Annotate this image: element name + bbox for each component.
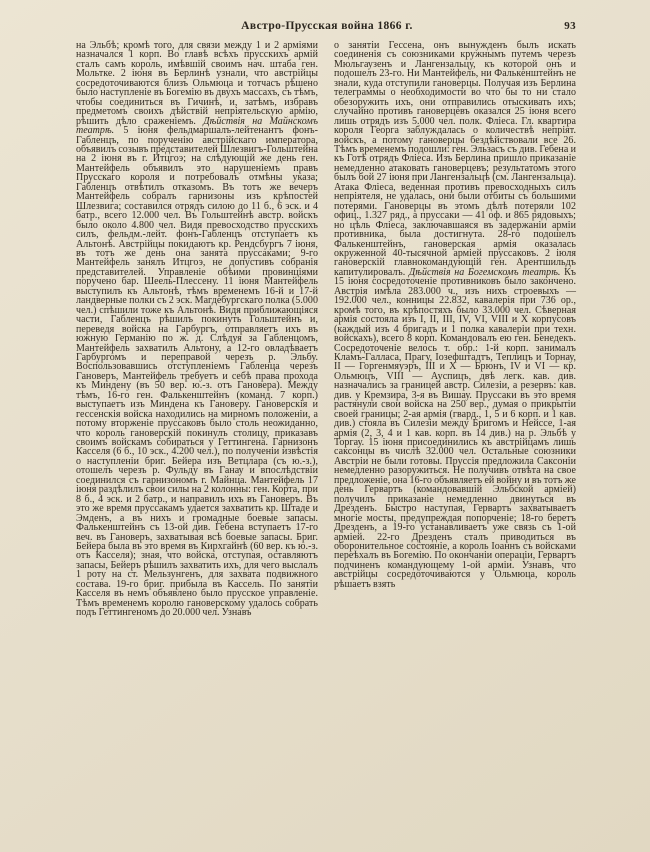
text-columns [76, 41, 578, 618]
section-heading-inline: Дѣйствія на Богемскомъ театрѣ. [408, 266, 561, 278]
body-text: на Эльбѣ; кромѣ того, для связи между 1 и 2 арміями назначался 1 корп. Во главѣ всѣхъ прусскихъ армій сталъ самъ король, имѣвшій своимъ нач. штаба ген. Мольтке. 2 іюня въ Берлинѣ узнали, что австрійцы сосредоточиваются близъ Ольмюца и тотчасъ рѣшено было наступленіе въ Богемію въ двухъ массахъ, съ тѣмъ, чтобы соединиться въ Гичинѣ, и, затѣмъ, избравъ предметомъ своихъ дѣйствій непріятельскую армію, рѣшить дѣло сраженіемъ. [76, 40, 318, 127]
body-text: о занятіи Гессена, онъ вынужденъ былъ искать соединенія съ союзниками кружнымъ путемъ черезъ Мюльгаузенъ и Лангензальцу, къ которой онъ и подошелъ 23-го. Ни Мантейфель, ни Фалькенштейнъ не знали, куда отступили гановерцы. Получая изъ Берлина телеграммы о необходимости во что бы то ни стало обезоружить ихъ, они отправились отыскивать ихъ; случайно противъ гановерцевъ оказался 25 іюня всего лишь отрядъ изъ 5.000 чел. полк. Фліеса. Гл. квартира короля Георга заблуждалась о количествѣ непріят. войскъ, а потому гановерцы бездѣйствовали все 26. Тѣмъ временемъ подошли: ген. Эльзасъ съ див. Гебена и къ Готѣ отрядъ Фліеса. Изъ Берлина пришло приказаніе немедленно атаковать гановерцевъ; результатомъ этого былъ бой 27 іюня при Лангензальцѣ (см. Лангензальца). Атака Фліеса, веденная противъ превосходныхъ силъ непріятеля, не удалась, они были отбиты съ большими потерями. Гановерцы въ этомъ дѣлѣ потеряли 102 офиц., 1.327 ряд., а пруссаки — 41 оф. и 865 рядовыхъ; но цѣль Фліеса, заключавшаяся въ задержаніи арміи противника, была достигнута. 28-го подошелъ Фалькенштейнъ, гановерская армія оказалась окруженной 40-тысячной арміей пруссаковъ. 2 іюля гановерскій главнокомандующій ген. Арентшильдъ капитулировалъ. [334, 40, 576, 278]
page-number: 93 [564, 20, 576, 32]
text-column-right [334, 41, 576, 618]
page-title: Австро-Прусская война 1866 г. [241, 20, 413, 32]
text-column-left [76, 41, 318, 618]
body-text: 5 іюня фельдмаршалъ-лейтенантъ фонъ-Габленцъ, по порученію австрійскаго императора, объявилъ созывъ представителей Шлезвигъ-Гольштейна на 2 іюня въ г. Итцгоэ; на слѣдующій же день ген. Мантейфель объявилъ это нарушеніемъ правъ Прусскаго короля и потребовалъ отмѣны указа; Габленцъ отвѣтилъ отказомъ. Въ тотъ же вечеръ Мантейфель собралъ гарнизоны изъ крѣпостей Шлезвига; составился отрядъ силою до 11 б., 6 эск. и 4 батр., всего 12.000 чел. Въ Гольштейнѣ австр. войскъ было около 4.800 чел. Видя превосходство прусскихъ силъ, фельдм.-лейт. фонъ-Габленцъ отступаетъ къ Альтонѣ. Австрійцы покидаютъ кр. Рендсбургъ 7 іюня, въ тотъ же день она занята пруссаками; 9-го Мантейфель занялъ Итцгоэ, не допустивъ собранія представителей. Управленіе обѣими провинціями поручено бар. Шеель-Плессену. 11 іюня Мантейфель выступилъ къ Альтонѣ, тѣмъ временемъ 16-й и 17-й ландверные полки съ 2 эск. Магдебургскаго полка (5.000 чел.) спѣшили тоже къ Альтонѣ. Видя приближающіяся части, Габленцъ рѣшилъ покинуть Гольштейнъ и, переведя войска на Гарбургъ, отправляетъ ихъ въ южную Германію по ж. д. Слѣдуя за Габленцомъ, Мантейфель захватилъ Альтону, а 12-го овладѣваетъ Гарбургомъ и переправой черезъ р. Эльбу. Воспользовавшись отступленіемъ Габленца черезъ Гановеръ, Мантейфель требуетъ и себѣ права прохода къ Миндену (въ 50 вер. ю.-з. отъ Гановера). Между тѣмъ, 16-го ген. Фалькенштейнъ (команд. 7 корп.) выступаетъ изъ Миндена къ Гановеру. Гановерскія и гессенскія войска находились на мирномъ положеніи, а потому вторженіе пруссаковъ было столь неожиданно, что король гановерскій покинулъ столицу, приказавъ своимъ войскамъ собираться у Геттингена. Гарнизонъ Касселя (6 б., 10 эск., 4.200 чел.), по полученіи извѣстія о наступленіи бриг. Бейера изъ Ветцлара (съ ю.-з.), отошелъ черезъ р. Фульду въ Ганау и впослѣдствіи соединился съ гарнизономъ г. Майнца. Мантейфель 17 іюня раздѣлилъ свои силы на 2 колонны: ген. Корта, при 8 б., 4 эск. и 2 батр., и направилъ ихъ въ Гановеръ. Въ это же время пруссакамъ удается захватить кр. Штаде и Эмденъ, а въ нихъ и громадные боевые запасы. Фалькенштейнъ съ 13-ой див. Гебена вступаетъ 17-го веч. въ Гановеръ, захватывая всѣ боевые запасы. Бриг. Бейера была въ это время въ Кирхгайнѣ (60 вер. къ ю.-з. отъ Касселя); зная, что войска, отступая, оставляютъ запасы, Бейеръ рѣшилъ захватить ихъ, для чего выслалъ 1 роту на ст. Мельзунгенъ, для захвата подвижного состава. 19-го бриг. прибыла въ Кассель. По занятіи Касселя въ немъ объявлено было прусское управленіе. Тѣмъ временемъ королю гановерскому удалось собрать подъ Геттингеномъ до 20.000 чел. Узнавъ [76, 125, 318, 619]
body-text: Къ 15 іюня сосредоточеніе противниковъ было закончено. Австрія имѣла 283.000 ч., изъ нихъ строевыхъ — 192.000 чел., конницы 22.832, кавалерія при 736 ор., кромѣ того, въ крѣпостяхъ было 33.000 чел. Сѣверная армія состояла изъ I, II, III, IV, VI, VIII и X корпусовъ (каждый изъ 4 бригадъ и 1 полка кавалеріи при техн. войскахъ), всего 8 корп. Командовалъ ею ген. Бенедекъ. Сосредоточеніе велось т. обр.: 1-й корп. занималъ Кламъ-Галласа, Прагу, Іозефштадтъ, Теплицъ и Торнау, II — Горгенмяуэръ, III и X — Брюнъ, IV и VI — кр. Ольмюцъ, VIII — Ауспицъ, двѣ легк. кав. див. назначались за границей австр. Силезіи, а резервъ: кав. див. у Кремзира, 3-я въ Вишау. Пруссаки въ это время растянули свои войска на 250 вер., думая о прикрытіи своей границы; 2-ая армія (гвард., 1, 5 и 6 корп. и 1 кав. див.) стояла въ Силезіи между Бригомъ и Нейссе, 1-ая армія (2, 3, 4 и 1 кав. корп. въ 14 див.) на р. Эльбѣ у Торгау. 15 іюня присоединились къ австрійцамъ лишь саксонцы въ числѣ 32.000 чел. Остальные союзники Австріи не были готовы. Пруссія предложила Саксоніи немедленно разоружиться. Не получивъ отвѣта на свое предложеніе, она 16-го объявляетъ ей войну и въ тотъ же день Гервартъ (командовавшій Эльбской арміей) получилъ приказаніе немедленно двинуться въ Дрезденъ. Быстро наступая, Гервартъ захватываетъ многіе мосты, предупреждая попорченіе; 18-го беретъ Дрезденъ, а 19-го устанавливаетъ уже связь съ 1-ой арміей. 22-го Дрезденъ сталъ приводиться въ оборонительное состояніе, а король Іоаннъ съ войсками переѣхалъ въ Богемію. По окончаніи операціи, Гервартъ подчиненъ командующему 1-ой арміи. Узнавъ, что австрійцы сосредоточиваются у Ольмюца, король рѣшаетъ взять [334, 266, 576, 590]
page-header [76, 20, 578, 32]
section-heading-inline: Дѣйствія на Майнскомъ театрѣ. [76, 115, 318, 137]
